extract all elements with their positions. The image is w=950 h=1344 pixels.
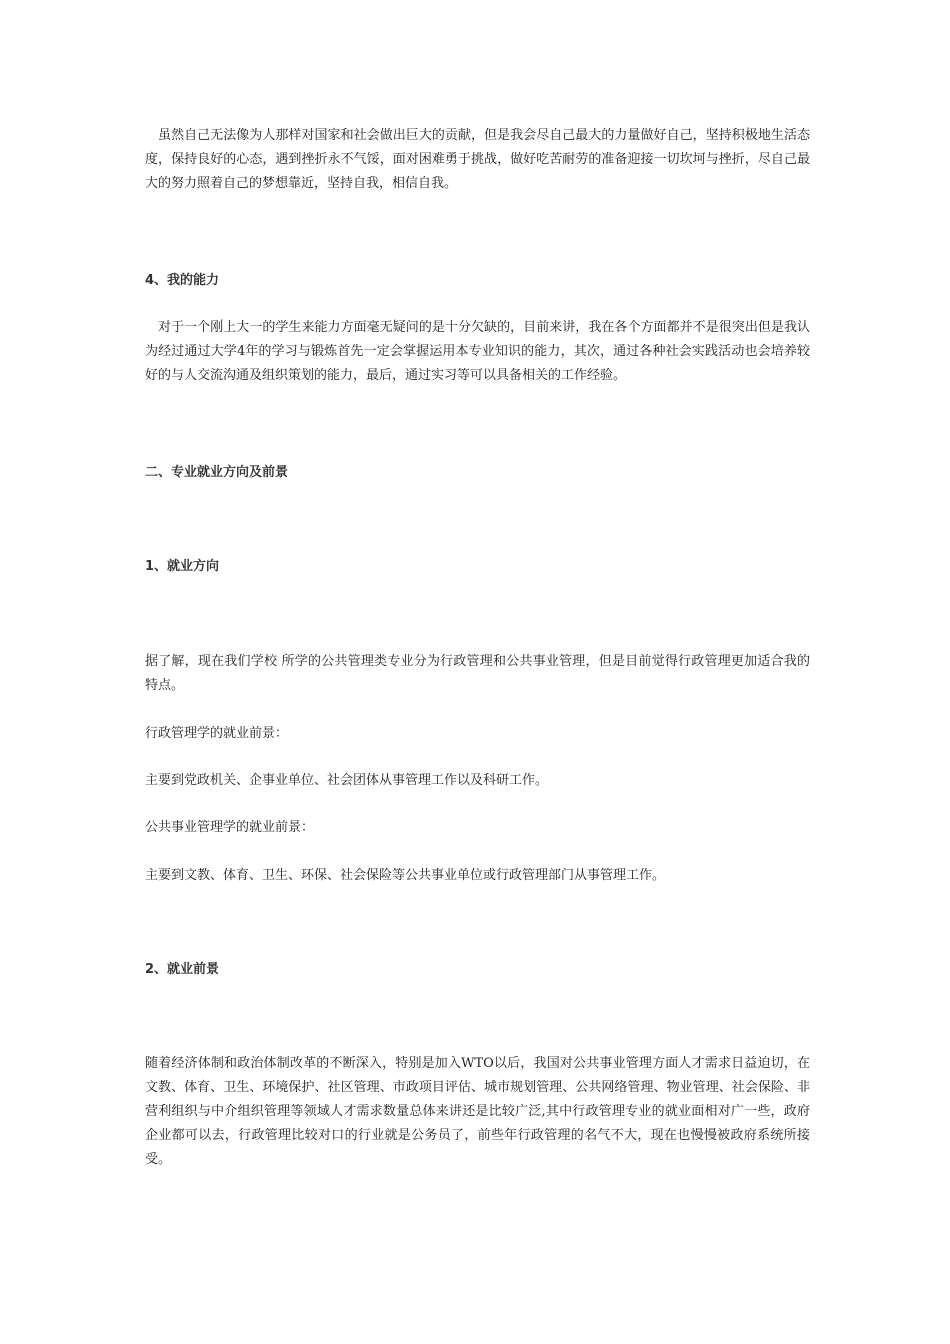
heading-employment-prospect: 2、就业前景 (145, 962, 220, 977)
text-public-affairs-prospect-label: 公共事业管理学的就业前景： (145, 820, 315, 835)
paragraph-major-options: 据了解，现在我们学校 所学的公共管理类专业分为行政管理和公共事业管理，但是目前觉得行政管理更加适合我的特点。 (145, 654, 810, 693)
text-admin-management-prospect: 主要到党政机关、企事业单位、社会团体从事管理工作以及科研工作。 (145, 773, 549, 788)
paragraph-employment-prospect: 随着经济体制和政治体制改革的不断深入，特别是加入WTO以后，我国对公共事业管理方面人才需求日益迫切，在文教、体育、卫生、环境保护、社区管理、市政项目评估、城市规划管理、公共网络管理、物业管理、社会保险、非营利组织与中介组织管理等领域人才需求数量总体来讲还是比较广泛,其中行政管理专业的就业面相对广一些，政府企业都可以去，行政管理比较对口的行业就是公务员了，前些年行政管理的名气不大，现在也慢慢被政府系统所接受。 (145, 1056, 810, 1167)
heading-employment-direction: 1、就业方向 (145, 559, 220, 574)
text-admin-management-prospect-label: 行政管理学的就业前景： (145, 726, 289, 741)
paragraph-ability: 对于一个刚上大一的学生来能力方面毫无疑问的是十分欠缺的，目前来讲，我在各个方面都并不是很突出但是我认为经过通过大学4年的学习与锻炼首先一定会掌握运用本专业知识的能力，其次，通过各种社会实践活动也会培养较好的与人交流沟通及组织策划的能力，最后，通过实习等可以具备相关的工作经验。 (145, 320, 810, 383)
heading-my-ability: 4、我的能力 (145, 273, 220, 288)
heading-employment-direction-and-prospect: 二、专业就业方向及前景 (145, 465, 289, 480)
paragraph-self-attitude: 虽然自己无法像为人那样对国家和社会做出巨大的贡献，但是我会尽自己最大的力量做好自己，坚持积极地生活态度，保持良好的心态，遇到挫折永不气馁，面对困难勇于挑战，做好吃苦耐劳的准备迎接一切坎坷与挫折，尽自己最大的努力照着自己的梦想靠近，坚持自我，相信自我。 (145, 128, 810, 191)
text-public-affairs-prospect: 主要到文教、体育、卫生、环保、社会保险等公共事业单位或行政管理部门从事管理工作。 (145, 868, 666, 883)
